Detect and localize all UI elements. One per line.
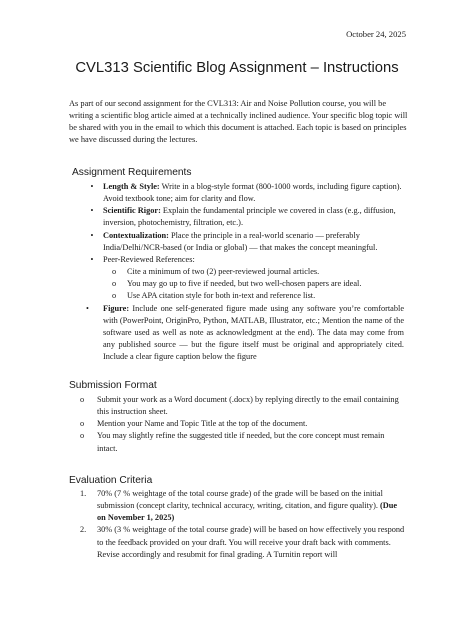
item-number: 2. — [80, 525, 87, 535]
sub-item-references — [86, 278, 404, 290]
item-text: You may slightly refine the suggested title if needed, but the core concept must remain intact. — [97, 431, 385, 453]
item-text: Cite a minimum of two (2) peer-reviewed journal articles. — [127, 267, 320, 277]
bullet-icon: • — [90, 230, 94, 240]
item-text: Explain the fundamental principle we covered in class (e.g., diffusion, inversion, photochemistry, filtration, etc.). — [103, 206, 396, 228]
due-date: (Due on November 1, 2025) — [97, 501, 398, 523]
section-heading-evaluation: Evaluation Criteria — [69, 475, 153, 486]
list-item — [80, 418, 402, 430]
item-label: Figure: — [103, 303, 130, 313]
requirements-list — [86, 181, 404, 363]
item-text: Write in a blog-style format (800-1000 words, including figure caption). Avoid textbook tone; aim for clarity and flow. — [103, 182, 402, 204]
sub-item-references — [86, 266, 404, 278]
bullet-icon: • — [86, 303, 89, 313]
item-text: Submit your work as a Word document (.docx) by replying directly to the email containing this instruction sheet. — [97, 395, 399, 417]
list-item-evaluation-2 — [80, 524, 406, 560]
list-item-length — [86, 181, 404, 205]
bullet-icon: • — [90, 254, 94, 264]
list-item-rigor — [86, 205, 404, 229]
item-label: Length & Style: — [103, 182, 160, 191]
list-item-evaluation-1 — [80, 488, 406, 524]
bullet-icon: • — [90, 206, 94, 216]
bullet-icon: • — [90, 182, 94, 191]
circle-bullet-icon: o — [80, 431, 85, 441]
document-date: October 24, 2025 — [346, 29, 406, 39]
item-label: Contextualization: — [103, 230, 169, 240]
circle-bullet-icon: o — [112, 291, 117, 301]
item-text: Mention your Name and Topic Title at the top of the document. — [97, 419, 308, 429]
item-text: Place the principle in a real-world scenario — preferably India/Delhi/NCR-based (or India or global) — that makes the concept meaningful. — [103, 230, 378, 252]
circle-bullet-icon: o — [80, 419, 85, 429]
item-text: You may go up to five if needed, but two well-chosen papers are ideal. — [127, 279, 362, 289]
list-item — [80, 430, 402, 454]
evaluation-list — [80, 488, 406, 561]
list-item-figure — [86, 303, 404, 364]
list-item — [80, 394, 402, 418]
item-label: Scientific Rigor: — [103, 206, 161, 216]
circle-bullet-icon: o — [80, 395, 85, 404]
item-text: 70% (7 % weightage of the total course grade) of the grade will be based on the initial submission (concept clarity, technical accuracy, writing, citation, and figure quality). — [97, 489, 383, 511]
section-heading-requirements: Assignment Requirements — [72, 167, 192, 178]
item-label: Peer-Reviewed References: — [103, 254, 195, 264]
item-text: 30% (3 % weightage of the total course grade) will be based on how effectively you respond to the feedback provided on your draft. You will receive your draft back with comments. Revise accordingly and resubmit for final grading. A Turnitin report will — [97, 525, 405, 559]
intro-paragraph: As part of our second assignment for the CVL313: Air and Noise Pollution course, you will be writing a scientific blog article aimed at a technically inclined audience. Your specific blog topic will be shared with you in the email to which this document is attached. Each topic is based on principles we have discussed during the lectures. — [69, 99, 408, 144]
document-title: CVL313 Scientific Blog Assignment – Instructions — [75, 60, 399, 76]
list-item-context — [86, 230, 404, 254]
section-heading-submission: Submission Format — [69, 380, 157, 391]
item-number: 1. — [80, 489, 87, 498]
submission-list — [80, 394, 402, 455]
list-item-references — [86, 254, 404, 266]
sub-item-references — [86, 290, 404, 302]
circle-bullet-icon: o — [112, 267, 117, 277]
item-text: Include one self-generated figure made using any software you’re comfortable with (PowerPoint, OriginPro, Python, MATLAB, Illustrator, etc.; Mention the name of the software used as well as note as acknowledgment at the end). The data may come from any published source — but the figure itself must be original and appropriately cited. Include a clear figure caption below the figure — [103, 303, 404, 362]
item-text: Use APA citation style for both in-text and reference list. — [127, 291, 316, 301]
circle-bullet-icon: o — [112, 279, 117, 289]
